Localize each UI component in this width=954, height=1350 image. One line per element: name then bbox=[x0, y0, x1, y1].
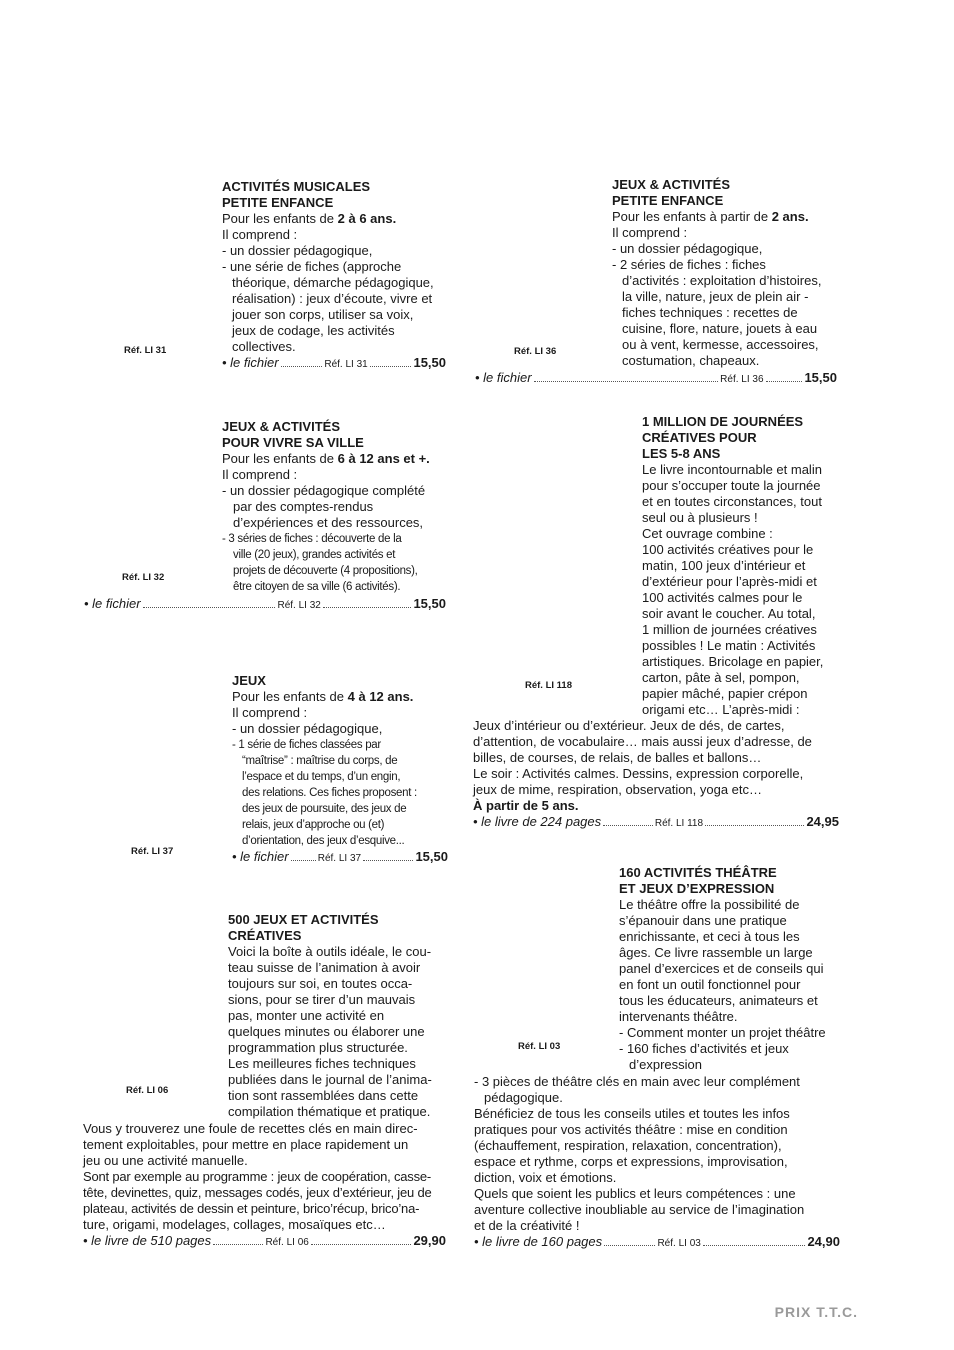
desc-line: d’activités : exploitation d’histoires, bbox=[622, 273, 822, 288]
desc-line: réalisation) : jeux d’écoute, vivre et bbox=[232, 291, 433, 306]
desc-line: compilation thématique et pratique. bbox=[228, 1104, 431, 1119]
desc-line: “maîtrise” : maîtrise du corps, de bbox=[242, 755, 398, 767]
desc-line: l’espace et du temps, d’un engin, bbox=[242, 771, 401, 783]
desc-line: Il comprend : bbox=[612, 225, 688, 240]
product-li36 bbox=[612, 177, 838, 369]
price-row: • le fichier Réf. LI 37 15,50 bbox=[232, 849, 448, 864]
product-title: ET JEUX D’EXPRESSION bbox=[619, 881, 775, 896]
desc-line: pédagogique. bbox=[484, 1090, 563, 1105]
price-row: • le livre de 160 pages Réf. LI 03 24,90 bbox=[474, 1234, 840, 1249]
desc-line: Vous y trouverez une foule de recettes clés en main direc- bbox=[83, 1121, 418, 1136]
product-li31 bbox=[222, 179, 446, 373]
desc-line: - 2 séries de fiches : fiches bbox=[612, 257, 766, 272]
age-line: Pour les enfants à partir de 2 ans. bbox=[612, 209, 809, 224]
price-row: • le fichier Réf. LI 32 15,50 bbox=[84, 596, 446, 611]
desc-line: la ville, nature, jeux de plein air - bbox=[622, 289, 809, 304]
price-row: • le livre de 224 pages Réf. LI 118 24,95 bbox=[473, 814, 839, 829]
product-li03-wide bbox=[474, 1074, 840, 1252]
desc-line: Sont par exemple au programme : jeux de coopération, casse- bbox=[83, 1169, 432, 1184]
desc-line: toujours sur soi, en toutes occa- bbox=[228, 976, 413, 991]
desc-line: - Comment monter un projet théâtre bbox=[619, 1025, 826, 1040]
product-title: CRÉATIVES POUR bbox=[642, 430, 757, 445]
desc-line: ture, origami, modelages, collages, mosaïques etc… bbox=[83, 1217, 386, 1232]
ref-tag-li37: Réf. LI 37 bbox=[131, 846, 174, 857]
desc-line: - un dossier pédagogique complété bbox=[222, 483, 426, 498]
desc-line: teau suisse de l’animation à avoir bbox=[228, 960, 421, 975]
product-li06-wide bbox=[83, 1121, 446, 1251]
product-title: POUR VIVRE SA VILLE bbox=[222, 435, 364, 450]
desc-line: des jeux de poursuite, des jeux de bbox=[242, 803, 407, 815]
desc-line: fiches techniques : recettes de bbox=[622, 305, 798, 320]
desc-line: sions, pour se tirer d’un mauvais bbox=[228, 992, 416, 1007]
price-row: • le fichier Réf. LI 31 15,50 bbox=[222, 355, 447, 370]
desc-line: projets de découverte (4 propositions), bbox=[233, 565, 418, 577]
desc-line: tous les éducateurs, animateurs et bbox=[619, 993, 818, 1008]
desc-line: Il comprend : bbox=[222, 227, 298, 242]
ref-tag-li03: Réf. LI 03 bbox=[518, 1041, 561, 1052]
desc-line: diction, voix et émotions. bbox=[474, 1170, 617, 1185]
desc-line: 100 activités créatives pour le bbox=[642, 542, 814, 557]
desc-line: 100 activités calmes pour le bbox=[642, 590, 803, 605]
desc-line: et en toutes circonstances, tout bbox=[642, 494, 822, 509]
desc-line: d’attention, de vocabulaire… mais aussi jeux d’adresse, de bbox=[473, 734, 812, 749]
ref-tag-li31: Réf. LI 31 bbox=[124, 345, 167, 356]
desc-line: Bénéficiez de tous les conseils utiles et toutes les infos bbox=[474, 1106, 790, 1121]
age-line: Pour les enfants de 2 à 6 ans. bbox=[222, 211, 397, 226]
product-title: PETITE ENFANCE bbox=[612, 193, 724, 208]
desc-line: possibles ! Le matin : Activités bbox=[642, 638, 816, 653]
ref-tag-li118: Réf. LI 118 bbox=[525, 680, 572, 691]
desc-line: programmation plus structurée. bbox=[228, 1040, 408, 1055]
product-li118-wide bbox=[473, 718, 839, 832]
desc-line: costumation, chapeaux. bbox=[622, 353, 760, 368]
desc-line: origami etc… L’après-midi : bbox=[642, 702, 800, 717]
desc-line: d’extérieur pour l’après-midi et bbox=[642, 574, 817, 589]
price-ttc-label: PRIX T.T.C. bbox=[774, 1304, 858, 1320]
desc-line: ville (20 jeux), grandes activités et bbox=[233, 549, 396, 561]
desc-line: cuisine, flore, nature, jouets à eau bbox=[622, 321, 818, 336]
desc-line: (échauffement, respiration, relaxation, concentration), bbox=[474, 1138, 782, 1153]
desc-line: Il comprend : bbox=[232, 705, 308, 720]
desc-line: - 1 série de fiches classées par bbox=[232, 739, 381, 751]
ref-tag-li06: Réf. LI 06 bbox=[126, 1085, 169, 1096]
desc-line: Jeux d’intérieur ou d’extérieur. Jeux de dés, de cartes, bbox=[473, 718, 785, 733]
product-title: LES 5-8 ANS bbox=[642, 446, 721, 461]
desc-line: publiées dans le journal de l’anima- bbox=[228, 1072, 432, 1087]
desc-line: - 3 pièces de théâtre clés en main avec leur complément bbox=[474, 1074, 800, 1089]
age-line: Pour les enfants de 6 à 12 ans et +. bbox=[222, 451, 430, 466]
price-row: • le fichier Réf. LI 36 15,50 bbox=[475, 370, 837, 385]
desc-line: collectives. bbox=[232, 339, 296, 354]
desc-line: billes, de courses, de relais, de balles et ballons… bbox=[473, 750, 762, 765]
desc-line: quelques minutes ou élaborer une bbox=[228, 1024, 425, 1039]
desc-line: - 160 fiches d’activités et jeux bbox=[619, 1041, 789, 1056]
desc-line: d’orientation, des jeux d’esquive... bbox=[242, 835, 405, 847]
desc-line: espace et rythme, corps et expressions, improvisation, bbox=[474, 1154, 788, 1169]
ref-tag-li36: Réf. LI 36 bbox=[514, 346, 557, 357]
desc-line: Le livre incontournable et malin bbox=[642, 462, 822, 477]
desc-line: Le soir : Activités calmes. Dessins, expression corporelle, bbox=[473, 766, 804, 781]
desc-line: ou à vent, kermesse, accessoires, bbox=[622, 337, 819, 352]
product-title: 500 JEUX ET ACTIVITÉS bbox=[228, 912, 379, 927]
desc-line: papier mâché, papier crépon bbox=[642, 686, 808, 701]
desc-line: carton, pâte à sel, pompon, bbox=[642, 670, 800, 685]
desc-line: intervenants théâtre. bbox=[619, 1009, 738, 1024]
desc-line: panel d’exercices et de conseils qui bbox=[619, 961, 824, 976]
desc-line: - une série de fiches (approche bbox=[222, 259, 402, 274]
ref-tag-li32: Réf. LI 32 bbox=[122, 572, 165, 583]
desc-line: - 3 séries de fiches : découverte de la bbox=[222, 533, 402, 545]
desc-line: d’expériences et des ressources, bbox=[233, 515, 424, 530]
desc-line: tement exploitables, pour mettre en place rapidement un bbox=[83, 1137, 409, 1152]
desc-line: d’expression bbox=[629, 1057, 702, 1072]
desc-line: aventure collective inoubliable au service de l’imagination bbox=[474, 1202, 805, 1217]
desc-line: jouer son corps, utiliser sa voix, bbox=[232, 307, 414, 322]
desc-line: artistiques. Bricolage en papier, bbox=[642, 654, 824, 669]
desc-line: jeux de codage, les activités bbox=[232, 323, 395, 338]
product-title: CRÉATIVES bbox=[228, 928, 302, 943]
desc-line: matin, 100 jeux d’intérieur et bbox=[642, 558, 806, 573]
desc-line: - un dossier pédagogique, bbox=[612, 241, 763, 256]
product-li37 bbox=[232, 673, 448, 867]
product-title: PETITE ENFANCE bbox=[222, 195, 334, 210]
desc-line: relais, jeux d’approche ou (et) bbox=[242, 819, 385, 831]
desc-line: tion sont rassemblées dans cette bbox=[228, 1088, 419, 1103]
desc-line: 1 million de journées créatives bbox=[642, 622, 817, 637]
desc-line: pour s’occuper toute la journée bbox=[642, 478, 821, 493]
price-row: • le livre de 510 pages Réf. LI 06 29,90 bbox=[83, 1233, 446, 1248]
desc-line: - un dossier pédagogique, bbox=[232, 721, 383, 736]
desc-line: et de la créativité ! bbox=[474, 1218, 580, 1233]
desc-line: âges. Ce livre rassemble un large bbox=[619, 945, 813, 960]
age-line: À partir de 5 ans. bbox=[473, 798, 579, 813]
desc-line: Quels que soient les publics et leurs compétences : une bbox=[474, 1186, 796, 1201]
desc-line: Voici la boîte à outils idéale, le cou- bbox=[228, 944, 432, 959]
desc-line: enrichissante, et ceci à tous les bbox=[619, 929, 800, 944]
desc-line: jeu ou une activité manuelle. bbox=[83, 1153, 248, 1168]
product-title: JEUX & ACTIVITÉS bbox=[222, 419, 340, 434]
product-li118 bbox=[642, 414, 842, 718]
desc-line: par des comptes-rendus bbox=[233, 499, 374, 514]
desc-line: pas, monter une activité en bbox=[228, 1008, 385, 1023]
desc-line: en font un outil fonctionnel pour bbox=[619, 977, 801, 992]
desc-line: Il comprend : bbox=[222, 467, 298, 482]
product-title: JEUX bbox=[232, 673, 266, 688]
desc-line: soir avant le coucher. Au total, bbox=[642, 606, 816, 621]
desc-line: Cet ouvrage combine : bbox=[642, 526, 773, 541]
desc-line: Le théâtre offre la possibilité de bbox=[619, 897, 800, 912]
desc-line: Les meilleures fiches techniques bbox=[228, 1056, 416, 1071]
product-li06 bbox=[228, 912, 448, 1120]
product-title: JEUX & ACTIVITÉS bbox=[612, 177, 730, 192]
desc-line: des relations. Ces fiches proposent : bbox=[242, 787, 417, 799]
desc-line: théorique, démarche pédagogique, bbox=[232, 275, 434, 290]
desc-line: pratiques pour vos activités théâtre : mise en condition bbox=[474, 1122, 788, 1137]
product-li32 bbox=[222, 419, 448, 595]
product-title: 160 ACTIVITÉS THÉÂTRE bbox=[619, 865, 777, 880]
desc-line: jeux de mime, respiration, observation, yoga etc… bbox=[473, 782, 763, 797]
product-li03 bbox=[619, 865, 841, 1073]
desc-line: être citoyen de sa ville (6 activités). bbox=[233, 581, 401, 593]
age-line: Pour les enfants de 4 à 12 ans. bbox=[232, 689, 414, 704]
desc-line: tête, devinettes, quiz, messages codés, jeux d’extérieur, jeu de bbox=[83, 1185, 432, 1200]
product-title: ACTIVITÉS MUSICALES bbox=[222, 179, 371, 194]
desc-line: s’épanouir dans une pratique bbox=[619, 913, 787, 928]
desc-line: seul ou à plusieurs ! bbox=[642, 510, 758, 525]
desc-line: - un dossier pédagogique, bbox=[222, 243, 373, 258]
product-title: 1 MILLION DE JOURNÉES bbox=[642, 414, 804, 429]
desc-line: plateau, activités de dessin et peinture, brico’récup, brico’na- bbox=[83, 1201, 420, 1216]
